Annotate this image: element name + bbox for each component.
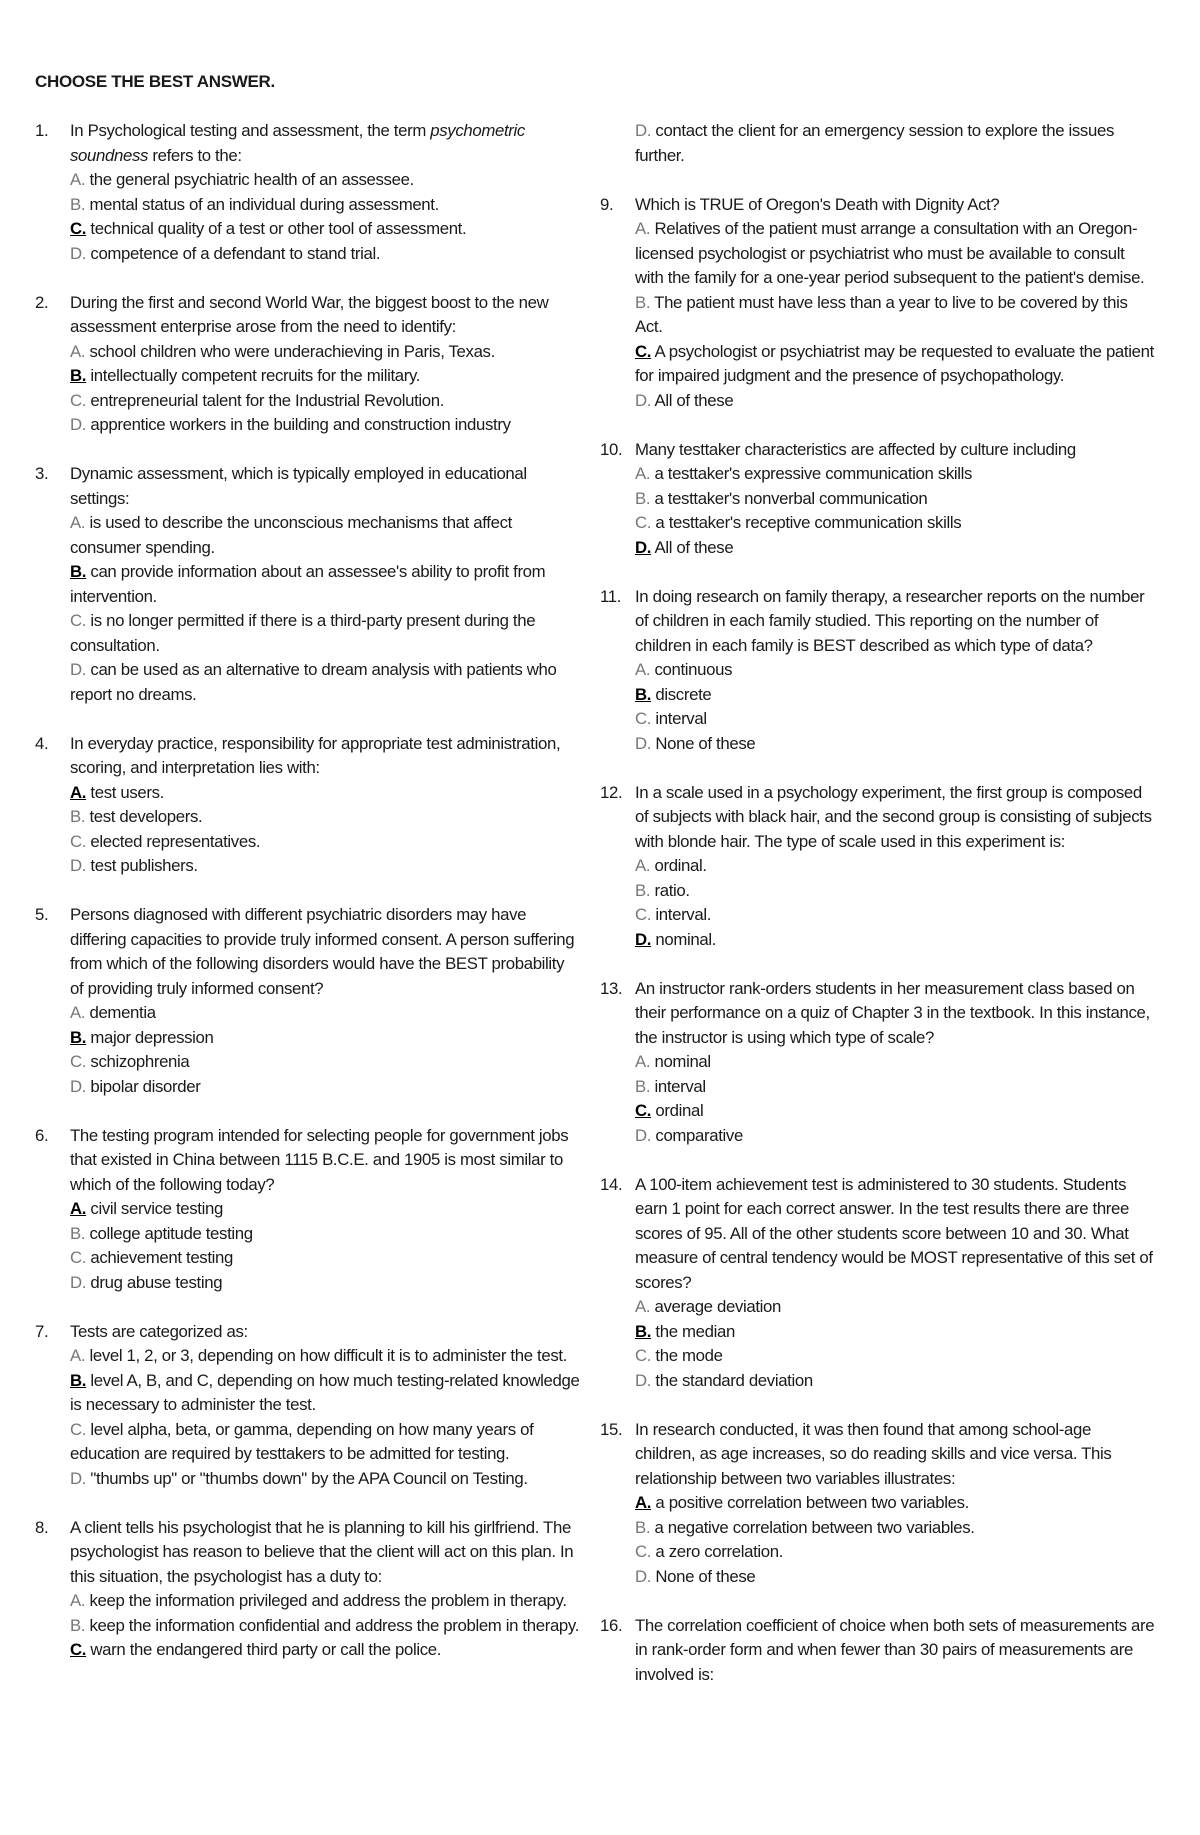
question-10 xyxy=(600,438,1155,561)
option-c-correct[interactable]: C. warn the endangered third party or call the police. xyxy=(70,1640,442,1659)
option-d[interactable]: D. the standard deviation xyxy=(635,1370,813,1390)
question-stem: In Psychological testing and assessment, the term psychometric soundness refers to the: xyxy=(70,121,525,165)
option-b-correct[interactable]: B. major depression xyxy=(70,1027,214,1047)
question-number: 16. xyxy=(600,1615,623,1635)
option-d[interactable]: D. comparative xyxy=(635,1125,743,1145)
question-number: 2. xyxy=(35,292,49,312)
question-stem: During the first and second World War, the biggest boost to the new assessment enterprise arose from the need to identify: xyxy=(70,292,549,336)
option-d[interactable]: D. competence of a defendant to stand trial. xyxy=(70,243,381,263)
question-12 xyxy=(600,781,1155,953)
emphasized-term: psychometric soundness xyxy=(70,121,525,165)
instructions-heading: CHOOSE THE BEST ANSWER. xyxy=(35,72,275,91)
option-a[interactable]: A. school children who were underachieving in Paris, Texas. xyxy=(70,341,495,361)
option-a-correct[interactable]: A. a positive correlation between two variables. xyxy=(635,1493,969,1512)
question-3 xyxy=(35,462,580,707)
option-c[interactable]: C. a testtaker's receptive communication skills xyxy=(635,513,962,532)
option-c-correct[interactable]: C. ordinal xyxy=(635,1101,704,1120)
question-stem: Tests are categorized as: xyxy=(70,1321,248,1341)
option-c[interactable]: C. is no longer permitted if there is a third-party present during the consultation. xyxy=(70,611,536,655)
question-number: 8. xyxy=(35,1517,49,1537)
question-stem: In a scale used in a psychology experiment, the first group is composed of subjects with black hair, and the second group is consisting of subjects with blonde hair. The type of scale used in this experiment is: xyxy=(635,782,1152,851)
option-a[interactable]: A. dementia xyxy=(70,1003,156,1022)
option-b[interactable]: B. The patient must have less than a year to live to be covered by this Act. xyxy=(635,292,1128,336)
option-b[interactable]: B. mental status of an individual during assessment. xyxy=(70,194,439,214)
question-number: 1. xyxy=(35,121,49,140)
option-b[interactable]: B. a negative correlation between two variables. xyxy=(635,1517,975,1537)
question-6 xyxy=(35,1124,580,1296)
question-4 xyxy=(35,732,580,879)
option-c-correct[interactable]: C. technical quality of a test or other tool of assessment. xyxy=(70,219,467,238)
question-number: 12. xyxy=(600,782,623,802)
option-b[interactable]: B. test developers. xyxy=(70,807,203,826)
option-a[interactable]: A. level 1, 2, or 3, depending on how difficult it is to administer the test. xyxy=(70,1346,567,1365)
question-stem: Dynamic assessment, which is typically employed in educational settings: xyxy=(70,464,527,508)
option-d[interactable]: D. None of these xyxy=(635,733,756,753)
option-d[interactable]: D. None of these xyxy=(635,1566,756,1586)
question-15 xyxy=(600,1418,1155,1590)
option-d[interactable]: D. test publishers. xyxy=(70,856,198,875)
question-number: 15. xyxy=(600,1419,623,1439)
left-column xyxy=(35,119,580,1687)
option-d[interactable]: D. All of these xyxy=(635,390,734,410)
question-number: 10. xyxy=(600,439,623,459)
option-c[interactable]: C. level alpha, beta, or gamma, depending on how many years of education are required by testtakers to be admitted for testing. xyxy=(70,1419,534,1463)
option-d-correct[interactable]: D. nominal. xyxy=(635,929,717,949)
option-a[interactable]: A. is used to describe the unconscious mechanisms that affect consumer spending. xyxy=(70,513,512,557)
question-number: 4. xyxy=(35,733,49,753)
option-b-correct[interactable]: B. discrete xyxy=(635,684,712,704)
question-number: 5. xyxy=(35,905,49,924)
option-c[interactable]: C. interval xyxy=(635,709,707,728)
option-c[interactable]: C. elected representatives. xyxy=(70,831,261,851)
question-stem: In research conducted, it was then found that among school-age children, as age increases, so do reading skills and vice versa. This relationship between two variables illustrates: xyxy=(635,1419,1112,1488)
question-number: 6. xyxy=(35,1125,49,1145)
option-b[interactable]: B. a testtaker's nonverbal communication xyxy=(635,488,928,508)
question-stem: The testing program intended for selecting people for government jobs that existed in China between 1115 B.C.E. and 1905 is most similar to which of the following today? xyxy=(70,1125,569,1194)
option-b-correct[interactable]: B. can provide information about an assessee's ability to profit from intervention. xyxy=(70,562,546,606)
question-number: 9. xyxy=(600,194,614,214)
question-2 xyxy=(35,291,580,438)
question-11 xyxy=(600,585,1155,757)
option-d[interactable]: D. "thumbs up" or "thumbs down" by the APA Council on Testing. xyxy=(70,1468,528,1488)
option-c[interactable]: C. achievement testing xyxy=(70,1248,234,1267)
option-a[interactable]: A. the general psychiatric health of an assessee. xyxy=(70,170,414,189)
right-column xyxy=(600,119,1155,1712)
option-c[interactable]: C. the mode xyxy=(635,1346,723,1365)
question-stem: The correlation coefficient of choice when both sets of measurements are in rank-order form and when fewer than 30 pairs of measurements are involved is: xyxy=(635,1615,1155,1684)
question-14 xyxy=(600,1173,1155,1394)
option-d[interactable]: D. bipolar disorder xyxy=(70,1076,201,1096)
question-number: 7. xyxy=(35,1321,49,1341)
question-number: 11. xyxy=(600,586,622,606)
option-b[interactable]: B. ratio. xyxy=(635,880,690,900)
option-a-correct[interactable]: A. test users. xyxy=(70,782,164,802)
option-d[interactable]: D. drug abuse testing xyxy=(70,1272,223,1292)
question-stem: A 100-item achievement test is administered to 30 students. Students earn 1 point for each correct answer. In the test results there are three scores of 95. All of the other students score between 10 and 30. What measure of central tendency would be MOST representative of this set of scores? xyxy=(635,1174,1153,1292)
option-a[interactable]: A. Relatives of the patient must arrange a consultation with an Oregon-licensed psychologist or psychiatrist who must be available to consult with the family for a one-year period subsequent to the patient's demise. xyxy=(635,219,1145,287)
option-a[interactable]: A. a testtaker's expressive communication skills xyxy=(635,464,973,483)
question-stem: In everyday practice, responsibility for appropriate test administration, scoring, and interpretation lies with: xyxy=(70,733,561,777)
question-stem: An instructor rank-orders students in her measurement class based on their performance on a quiz of Chapter 3 in the textbook. In this instance, the instructor is using which type of scale? xyxy=(635,978,1150,1047)
option-c[interactable]: C. a zero correlation. xyxy=(635,1542,784,1561)
question-number: 14. xyxy=(600,1174,623,1194)
option-d-correct[interactable]: D. All of these xyxy=(635,537,734,557)
question-8 xyxy=(35,1516,580,1663)
option-b[interactable]: B. college aptitude testing xyxy=(70,1223,253,1243)
option-a-correct[interactable]: A. civil service testing xyxy=(70,1199,223,1218)
option-c[interactable]: C. entrepreneurial talent for the Industrial Revolution. xyxy=(70,390,445,410)
question-stem: Persons diagnosed with different psychiatric disorders may have differing capacities to provide truly informed consent. A person suffering from which of the following disorders would have the BEST probability of providing truly informed consent? xyxy=(70,905,575,998)
option-a[interactable]: A. continuous xyxy=(635,660,733,679)
option-b[interactable]: B. keep the information confidential and address the problem in therapy. xyxy=(70,1615,580,1635)
question-9 xyxy=(600,193,1155,414)
option-a[interactable]: A. ordinal. xyxy=(635,856,707,875)
option-b-correct[interactable]: B. the median xyxy=(635,1321,735,1341)
option-b-correct[interactable]: B. intellectually competent recruits for the military. xyxy=(70,366,421,385)
question-5 xyxy=(35,903,580,1099)
question-number: 3. xyxy=(35,464,49,483)
question-16 xyxy=(600,1614,1155,1688)
option-d[interactable]: D. can be used as an alternative to dream analysis with patients who report no dreams. xyxy=(70,660,557,704)
question-8-option-d-continued[interactable]: D. contact the client for an emergency session to explore the issues further. xyxy=(635,121,1114,165)
option-a[interactable]: A. nominal xyxy=(635,1052,711,1071)
option-c[interactable]: C. schizophrenia xyxy=(70,1052,190,1071)
question-stem: Many testtaker characteristics are affected by culture including xyxy=(635,439,1076,459)
question-7 xyxy=(35,1320,580,1492)
option-c-correct[interactable]: C. A psychologist or psychiatrist may be requested to evaluate the patient for impaired judgment and the presence of psychopathology. xyxy=(635,341,1154,385)
option-c[interactable]: C. interval. xyxy=(635,905,712,924)
question-stem: Which is TRUE of Oregon's Death with Dignity Act? xyxy=(635,194,1000,214)
question-stem: A client tells his psychologist that he is planning to kill his girlfriend. The psychologist has reason to believe that the client will act on this plan. In this situation, the psychologist has a duty to: xyxy=(70,1517,574,1586)
option-d[interactable]: D. apprentice workers in the building and construction industry xyxy=(70,415,511,434)
question-1 xyxy=(35,119,580,266)
question-stem: In doing research on family therapy, a researcher reports on the number of children in each family studied. This reporting on the number of children in each family is BEST described as which type of data? xyxy=(635,586,1145,655)
option-b-correct[interactable]: B. level A, B, and C, depending on how much testing-related knowledge is necessary to administer the test. xyxy=(70,1370,580,1414)
option-b[interactable]: B. interval xyxy=(635,1076,706,1096)
option-a[interactable]: A. keep the information privileged and address the problem in therapy. xyxy=(70,1591,567,1610)
question-13 xyxy=(600,977,1155,1149)
option-a[interactable]: A. average deviation xyxy=(635,1297,781,1316)
question-number: 13. xyxy=(600,978,623,998)
